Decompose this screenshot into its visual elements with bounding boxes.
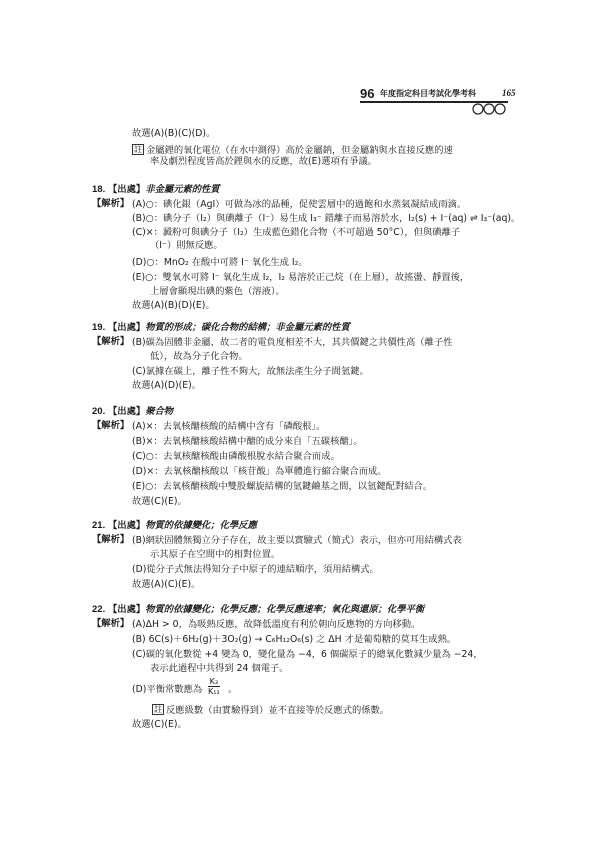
answer-line — [132, 535, 462, 547]
question-source — [108, 520, 257, 532]
answer-line — [132, 199, 466, 211]
line-text: (C)×：澱粉可與碘分子（I₂）生成藍色錯化合物（不可超過 50°C），但與碘離子 — [132, 227, 461, 238]
answer-line — [132, 481, 432, 493]
line-text: 率及劇烈程度皆高於鋰與水的反應，故(E)選項有爭議。 — [150, 156, 377, 167]
analysis-label: 【解析】 — [92, 618, 130, 629]
answer-line — [132, 421, 325, 433]
fraction-suffix: 。 — [228, 684, 238, 695]
note-line — [152, 704, 389, 717]
line-text: (A)×：去氧核醣核酸的結構中含有「磷酸根」。 — [132, 421, 326, 432]
analysis-label: 【解析】 — [92, 420, 130, 431]
line-text: 故選(A)(D)(E)。 — [132, 380, 202, 391]
line-text: 故選(C)(E)。 — [132, 496, 187, 507]
line-text: 上層會顯現出碘的紫色（溶液）。 — [150, 286, 285, 297]
answer-line — [150, 286, 285, 298]
source-topic: 物質的依據變化；化學反應；化學反應速率；氧化與還原；化學平衡 — [145, 604, 425, 615]
line-text: 反應級數（由實驗得到）並不直接等於反應式的係數。 — [166, 705, 390, 716]
line-text: (E)○：雙氧水可將 I⁻ 氧化生成 I₂，I₂ 易溶於正己烷（在上層），故搖盪、靜置後， — [132, 272, 470, 283]
fraction-denominator: K₁₂ — [208, 687, 220, 696]
line-text: (E)○：去氧核醣核酸中雙股螺旋結構的氫鍵鹼基之間，以氫鍵配對結合。 — [132, 481, 433, 492]
answer-line — [132, 366, 369, 378]
source-label: 【出處】 — [108, 520, 146, 531]
line-text: (B)○：碘分子（I₂）與碘離子（I⁻）易生成 I₃⁻ 錯離子而易溶於水，I₂(s) + I⁻(aq) ⇌ I₃⁻(aq)。 — [132, 213, 521, 224]
line-text: 示其原子在空間中的相對位置。 — [150, 549, 281, 560]
answer-line — [132, 451, 340, 463]
answer-line — [132, 496, 187, 508]
line-text: (B)網狀固體無獨立分子存在，故主要以實驗式（簡式）表示，但亦可用結構式表 — [132, 535, 462, 546]
source-topic: 物質的形成；碳化合物的結構；非金屬元素的性質 — [145, 322, 350, 333]
source-label: 【出處】 — [108, 184, 146, 195]
line-text: (C)氯據在碳上，離子性不夠大，故無法產生分子間氫鍵。 — [132, 366, 369, 377]
answer-line — [132, 579, 200, 591]
question-number: 20. — [92, 406, 106, 417]
answer-line — [132, 272, 469, 284]
answer-line — [132, 719, 187, 731]
note-box-icon: 註 — [154, 705, 162, 714]
line-text: (C)○：去氧核醣核酸由磷酸根脫水結合聚合而成。 — [132, 451, 340, 462]
question-number: 21. — [92, 520, 106, 531]
header-page-number: 165 — [502, 88, 516, 98]
answer-line — [132, 436, 363, 448]
analysis-label: 【解析】 — [92, 534, 130, 545]
line-text: 金屬鋰的氧化電位（在水中測得）高於金屬鈉，但金屬鈉與水直接反應的速 — [146, 145, 453, 156]
line-text: (B) 6C(s)＋6H₂(g)＋3O₂(g) → C₆H₁₂O₆(s) 之 ΔH 才是葡萄糖的莫耳生成熱。 — [132, 634, 457, 645]
fraction-numerator: K₃ — [209, 677, 219, 686]
question-source — [108, 406, 173, 418]
answer-line — [132, 564, 379, 576]
answer-line — [132, 213, 520, 225]
line-text: (A)○：碘化銀（AgI）可做為冰的晶種，促使雲層中的過飽和水蒸氣凝結成雨滴。 — [132, 199, 467, 210]
analysis-label: 【解析】 — [92, 336, 130, 347]
line-text: (D)○：MnO₂ 在酸中可將 I⁻ 氧化生成 I₂。 — [132, 257, 308, 268]
source-topic: 非金屬元素的性質 — [145, 184, 220, 195]
line-text: (B)×：去氧核醣核酸結構中醣的成分來自「五碳核醣」。 — [132, 436, 363, 447]
question-number: 18. — [92, 184, 106, 195]
line-text: 表示此過程中共得到 24 個電子。 — [150, 663, 289, 674]
line-text: (C)碳的氧化數從 +4 變為 0，變化量為 −4，6 個碳原子的總氧化數減少量為 −24， — [132, 649, 483, 660]
equilibrium-fraction — [208, 677, 220, 696]
source-topic: 物質的依據變化；化學反應 — [145, 520, 257, 531]
line-text: 故選(C)(E)。 — [132, 719, 187, 730]
line-text: 故選(A)(C)(E)。 — [132, 579, 201, 590]
answer-line — [132, 227, 460, 239]
answer-line — [150, 351, 248, 363]
header-title: 年度指定科目考試化學考科 — [380, 89, 476, 98]
line-text: (D)平衡常數應為 — [132, 684, 203, 695]
answer-line — [132, 634, 456, 646]
source-topic: 聚合物 — [145, 406, 174, 417]
analysis-label: 【解析】 — [92, 198, 130, 209]
source-label: 【出處】 — [108, 604, 146, 615]
line-text: (A)ΔH > 0，為吸熱反應，故降低溫度有利於朝向反應物的方向移動。 — [132, 619, 421, 630]
question-source — [108, 184, 220, 196]
answer-line — [150, 156, 377, 168]
question-number: 22. — [92, 604, 106, 615]
line-text: (D)從分子式無法得知分子中原子的連結順序，須用結構式。 — [132, 564, 379, 575]
answer-line — [132, 684, 202, 696]
question-source — [108, 604, 424, 616]
source-label: 【出處】 — [108, 322, 146, 333]
line-text: 故選(A)(B)(C)(D)。 — [132, 128, 216, 139]
answer-line — [150, 549, 280, 561]
line-text: (B)碳為固體非金屬，故二者的電負度相差不大，其共價鍵之共價性高（離子性 — [132, 337, 453, 348]
question-source — [108, 322, 350, 334]
header-number: 96 — [360, 86, 375, 101]
line-text: 低），故為分子化合物。 — [150, 351, 248, 362]
question-number: 19. — [92, 322, 106, 333]
answer-line — [150, 663, 289, 675]
answer-line — [132, 649, 483, 661]
answer-line — [150, 240, 223, 252]
line-text: （I⁻）則無反應。 — [150, 240, 223, 251]
line-text: 故選(A)(B)(D)(E)。 — [132, 300, 215, 311]
answer-line — [132, 300, 215, 312]
line-text: (D)×：去氧核醣核酸以「核苷酸」為單體進行縮合聚合而成。 — [132, 466, 387, 477]
note-box-icon: 註 — [134, 145, 142, 154]
answer-line — [132, 380, 201, 392]
answer-line — [132, 619, 420, 631]
answer-line — [132, 466, 387, 478]
answer-line — [132, 128, 215, 140]
answer-line — [132, 257, 308, 269]
source-label: 【出處】 — [108, 406, 146, 417]
answer-line — [132, 337, 452, 349]
